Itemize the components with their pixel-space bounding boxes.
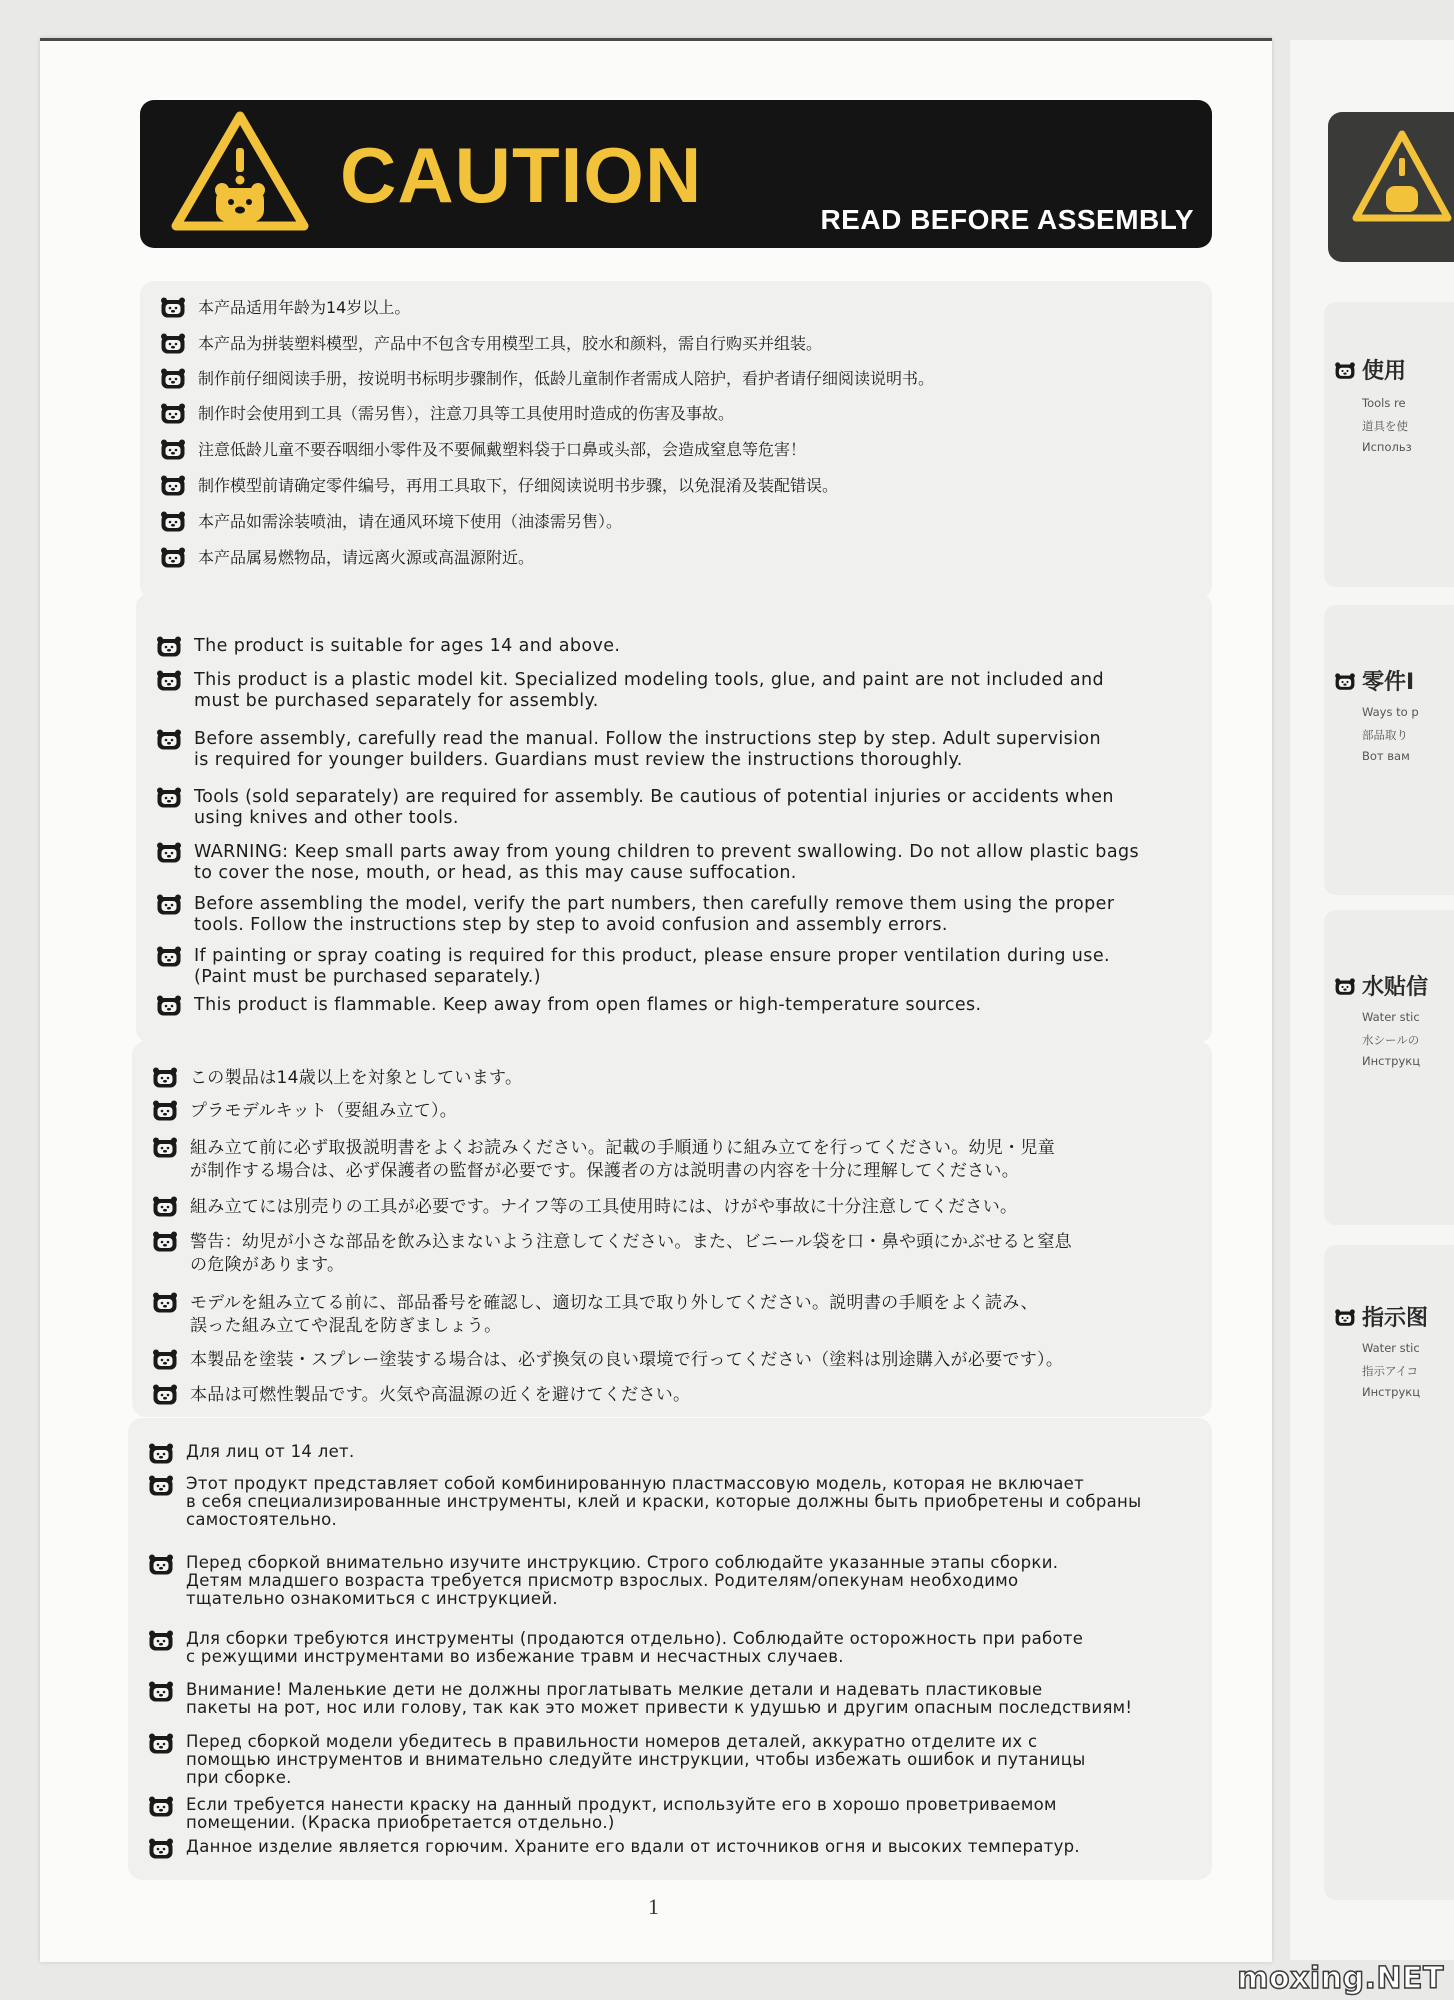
item-text: If painting or spray coating is required for this product, please ensure proper ventilation during use. (Paint must be purchased separately.) bbox=[194, 946, 1110, 987]
item-text: 本产品属易燃物品，请远离火源或高温源附近。 bbox=[198, 548, 535, 567]
bear-bullet-icon bbox=[156, 729, 182, 751]
bear-bullet-icon bbox=[148, 1796, 174, 1818]
neighbor-panel bbox=[1324, 1245, 1454, 1900]
bear-bullet-icon bbox=[160, 547, 186, 569]
item-text: 本产品适用年龄为14岁以上。 bbox=[198, 298, 411, 317]
neighbor-panel-heading bbox=[1334, 354, 1406, 385]
bear-bullet-icon bbox=[148, 1838, 174, 1860]
item-text: 本品は可燃性製品です。火気や高温源の近くを避けてください。 bbox=[190, 1385, 691, 1405]
bear-bullet-icon bbox=[152, 1349, 178, 1371]
item-text: Для сборки требуются инструменты (продаются отдельно). Соблюдайте осторожность при работе с режущими инструментами во избежание травм и несчастных случаев. bbox=[186, 1629, 1084, 1666]
neighbor-line: 部品取り bbox=[1362, 728, 1408, 742]
bear-bullet-icon bbox=[152, 1196, 178, 1218]
bear-bullet-icon bbox=[148, 1733, 174, 1755]
item-text: Перед сборкой модели убедитесь в правильности номеров деталей, аккуратно отделите их с помощью инструментов и внимательно следуйте инструкции, чтобы избежать ошибок и путаницы при сборке. bbox=[186, 1732, 1086, 1787]
bear-bullet-icon bbox=[152, 1137, 178, 1159]
neighbor-line: 指示アイコ bbox=[1362, 1364, 1419, 1378]
item-text: Before assembling the model, verify the part numbers, then carefully remove them using the proper tools. Follow the instructions step by step to avoid confusion and assembly errors. bbox=[194, 894, 1115, 935]
bear-bullet-icon bbox=[160, 511, 186, 533]
bear-bullet-icon bbox=[160, 368, 186, 390]
bear-bullet-icon bbox=[148, 1554, 174, 1576]
item-text: 制作模型前请确定零件编号，再用工具取下，仔细阅读说明书步骤，以免混淆及装配错误。 bbox=[198, 476, 839, 495]
manual-page bbox=[40, 38, 1272, 1962]
item-text: Для лиц от 14 лет. bbox=[186, 1442, 355, 1461]
neighbor-heading-text: 使用 bbox=[1362, 359, 1407, 384]
bear-bullet-icon bbox=[156, 946, 182, 968]
bear-bullet-icon bbox=[160, 439, 186, 461]
neighbor-line: Tools re bbox=[1362, 396, 1406, 410]
page-top-border bbox=[40, 38, 1272, 41]
item-text: プラモデルキット（要組み立て）。 bbox=[190, 1101, 458, 1121]
read-before-assembly-subtitle: READ BEFORE ASSEMBLY bbox=[820, 204, 1194, 235]
item-text: 本产品为拼装塑料模型，产品中不包含专用模型工具，胶水和颜料，需自行购买并组装。 bbox=[198, 334, 823, 353]
neighbor-banner bbox=[1328, 112, 1454, 262]
caution-title: CAUTION bbox=[340, 131, 703, 219]
neighbor-panel bbox=[1324, 910, 1454, 1225]
russian-section bbox=[128, 1418, 1212, 1880]
item-text: モデルを組み立てる前に、部品番号を確認し、適切な工具で取り外してください。説明書の手順をよく読み、 誤った組み立てや混乱を防ぎましょう。 bbox=[190, 1293, 1038, 1336]
neighbor-line: 水シールの bbox=[1362, 1033, 1420, 1047]
bear-bullet-icon bbox=[148, 1681, 174, 1703]
item-text: Tools (sold separately) are required for assembly. Be cautious of potential injuries or accidents when using knives and other tools. bbox=[194, 787, 1114, 828]
bear-bullet-icon bbox=[1334, 1309, 1356, 1327]
item-text: 注意低龄儿童不要吞咽细小零件及不要佩戴塑料袋于口鼻或头部，会造成窒息等危害！ bbox=[198, 440, 807, 459]
item-text: 警告：幼児が小さな部品を飲み込まないよう注意してください。また、ビニール袋を口・鼻や頭にかぶせると窒息 の危険があります。 bbox=[190, 1232, 1072, 1275]
item-text: WARNING: Keep small parts away from young children to prevent swallowing. Do not allow plastic bags to cover the nose, mouth, or head, as this may cause suffocation. bbox=[194, 842, 1139, 883]
neighbor-page bbox=[1290, 40, 1454, 1960]
bear-bullet-icon bbox=[148, 1630, 174, 1652]
bear-bullet-icon bbox=[160, 475, 186, 497]
neighbor-heading-text: 指示图 bbox=[1362, 1306, 1429, 1331]
item-text: Before assembly, carefully read the manual. Follow the instructions step by step. Adult supervision is required for younger builders. Guardians must review the instructions thoroughly. bbox=[194, 729, 1101, 770]
warning-triangle-icon bbox=[1352, 128, 1452, 228]
item-text: この製品は14歳以上を対象としています。 bbox=[190, 1068, 523, 1088]
chinese-section bbox=[140, 281, 1212, 599]
neighbor-panel-heading bbox=[1334, 665, 1414, 696]
item-text: 本製品を塗装・スプレー塗装する場合は、必ず換気の良い環境で行ってください（塗料は別途購入が必要です）。 bbox=[190, 1350, 1064, 1370]
item-text: This product is a plastic model kit. Specialized modeling tools, glue, and paint are not included and must be purchased separately for assembly. bbox=[194, 670, 1104, 711]
item-text: Внимание! Маленькие дети не должны проглатывать мелкие детали и надевать пластиковые пакеты на рот, нос или голову, так как это может привести к удушью и другим опасным последствиям! bbox=[186, 1680, 1133, 1717]
item-text: 制作时会使用到工具（需另售），注意刀具等工具使用时造成的伤害及事故。 bbox=[198, 404, 735, 423]
neighbor-line: Инструкц bbox=[1362, 1385, 1421, 1399]
bear-bullet-icon bbox=[156, 894, 182, 916]
neighbor-line: Инструкц bbox=[1362, 1054, 1421, 1068]
neighbor-panel bbox=[1324, 605, 1454, 895]
watermark: moxing.NET bbox=[1237, 1961, 1444, 1996]
bear-bullet-icon bbox=[1334, 673, 1356, 691]
japanese-section bbox=[132, 1041, 1212, 1417]
item-text: Этот продукт представляет собой комбинированную пластмассовую модель, которая не включает в себя специализированные инструменты, клей и краски, которые должны быть приобретены и собраны самостоятельно. bbox=[186, 1474, 1142, 1529]
neighbor-panel bbox=[1324, 302, 1454, 587]
english-section bbox=[136, 593, 1212, 1043]
bear-bullet-icon bbox=[152, 1100, 178, 1122]
item-text: This product is flammable. Keep away from open flames or high-temperature sources. bbox=[194, 995, 982, 1015]
caution-banner bbox=[140, 100, 1212, 248]
item-text: The product is suitable for ages 14 and above. bbox=[194, 636, 621, 656]
bear-bullet-icon bbox=[148, 1475, 174, 1497]
warning-triangle-icon bbox=[170, 110, 310, 232]
bear-bullet-icon bbox=[1334, 978, 1356, 996]
neighbor-heading-text: 水贴信 bbox=[1362, 975, 1429, 1000]
bear-bullet-icon bbox=[160, 403, 186, 425]
item-text: Данное изделие является горючим. Храните его вдали от источников огня и высоких температур. bbox=[186, 1837, 1080, 1856]
bear-bullet-icon bbox=[152, 1067, 178, 1089]
neighbor-line: Вот вам bbox=[1362, 749, 1410, 763]
neighbor-line: Использ bbox=[1362, 440, 1412, 454]
bear-bullet-icon bbox=[148, 1443, 174, 1465]
neighbor-line: 道具を使 bbox=[1362, 419, 1408, 433]
neighbor-heading-text: 零件I bbox=[1362, 670, 1415, 695]
bear-bullet-icon bbox=[156, 995, 182, 1017]
bear-bullet-icon bbox=[152, 1231, 178, 1253]
bear-bullet-icon bbox=[156, 787, 182, 809]
bear-bullet-icon bbox=[160, 333, 186, 355]
bear-bullet-icon bbox=[152, 1384, 178, 1406]
neighbor-line: Water stic bbox=[1362, 1341, 1420, 1355]
item-text: 本产品如需涂装喷油，请在通风环境下使用（油漆需另售）。 bbox=[198, 512, 623, 531]
item-text: 制作前仔细阅读手册，按说明书标明步骤制作，低龄儿童制作者需成人陪护，看护者请仔细阅读说明书。 bbox=[198, 369, 935, 388]
item-text: 組み立て前に必ず取扱説明書をよくお読みください。記載の手順通りに組み立てを行ってください。幼児・児童 が制作する場合は、必ず保護者の監督が必要です。保護者の方は説明書の内容を十分に理解してください。 bbox=[190, 1138, 1055, 1181]
bear-bullet-icon bbox=[160, 297, 186, 319]
neighbor-line: Water stic bbox=[1362, 1010, 1420, 1024]
neighbor-line: Ways to p bbox=[1362, 705, 1419, 719]
neighbor-panel-heading bbox=[1334, 1301, 1428, 1332]
item-text: 組み立てには別売りの工具が必要です。ナイフ等の工具使用時には、けがや事故に十分注意してください。 bbox=[190, 1197, 1018, 1217]
page-number: 1 bbox=[648, 1894, 659, 1919]
bear-bullet-icon bbox=[156, 842, 182, 864]
item-text: Если требуется нанести краску на данный продукт, используйте его в хорошо проветриваемом помещении. (Краска приобретается отдельно.) bbox=[186, 1795, 1057, 1832]
item-text: Перед сборкой внимательно изучите инструкцию. Строго соблюдайте указанные этапы сборки. Детям младшего возраста требуется присмотр взрослых. Родителям/опекунам необходимо тщательно ознакомиться с инструкцией. bbox=[186, 1553, 1059, 1608]
bear-bullet-icon bbox=[152, 1292, 178, 1314]
bear-bullet-icon bbox=[156, 670, 182, 692]
bear-bullet-icon bbox=[1334, 362, 1356, 380]
neighbor-panel-heading bbox=[1334, 970, 1428, 1001]
bear-bullet-icon bbox=[156, 636, 182, 658]
